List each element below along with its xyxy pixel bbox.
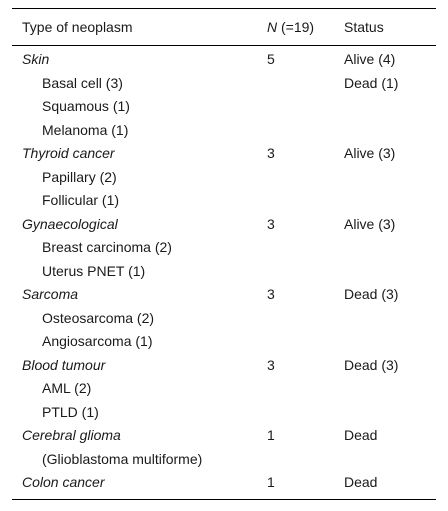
row-line	[12, 119, 436, 143]
row-line	[12, 236, 436, 260]
count-value: 1	[267, 427, 275, 443]
header-type-of-neoplasm: Type of neoplasm	[22, 19, 133, 35]
row-line	[12, 48, 436, 72]
subtype-label: PTLD (1)	[42, 403, 99, 420]
status-value: Alive (3)	[344, 145, 396, 161]
table-row	[12, 142, 436, 213]
row-line	[12, 72, 436, 96]
subtype-label: Breast carcinoma (2)	[42, 239, 172, 255]
subtype-label: AML (2)	[42, 380, 92, 396]
row-line	[12, 189, 436, 213]
subtype-label: Angiosarcoma (1)	[42, 333, 153, 349]
table-row	[12, 48, 436, 142]
table-row	[12, 424, 436, 471]
header-n	[267, 16, 314, 40]
row-line	[12, 330, 436, 354]
subtype-label: Uterus PNET (1)	[42, 262, 146, 279]
row-line	[12, 283, 436, 307]
category-label: Colon cancer	[22, 474, 105, 490]
row-line	[12, 424, 436, 448]
status-value: Alive (3)	[344, 215, 396, 232]
subtype-label: Osteosarcoma (2)	[42, 309, 155, 326]
row-line	[12, 377, 436, 401]
row-line	[12, 95, 436, 119]
status-value: Dead (1)	[344, 74, 399, 91]
row-line	[12, 448, 436, 472]
table-body	[12, 46, 436, 499]
header-status: Status	[344, 19, 384, 35]
status-value: Dead (3)	[344, 356, 399, 373]
category-label: Cerebral glioma	[22, 427, 121, 443]
row-line	[12, 401, 436, 425]
row-line	[12, 260, 436, 284]
header-n-count: (=19)	[277, 19, 315, 35]
row-line	[12, 307, 436, 331]
category-label: Thyroid cancer	[22, 145, 115, 161]
table-row	[12, 471, 436, 495]
count-value: 5	[267, 51, 275, 67]
table-row	[12, 283, 436, 354]
subtype-label: (Glioblastoma multiforme)	[42, 450, 203, 467]
status-value: Dead (3)	[344, 286, 399, 302]
table-row	[12, 354, 436, 425]
subtype-label: Squamous (1)	[42, 98, 130, 114]
row-line	[12, 142, 436, 166]
count-value: 3	[267, 286, 275, 302]
count-value: 3	[267, 145, 275, 161]
category-label: Sarcoma	[22, 286, 79, 302]
table-header	[12, 9, 436, 46]
header-n-symbol: N	[267, 19, 278, 35]
subtype-label: Basal cell (3)	[42, 74, 123, 91]
count-value: 1	[267, 474, 275, 490]
row-line	[12, 166, 436, 190]
category-label: Blood tumour	[22, 356, 106, 373]
status-value: Alive (4)	[344, 51, 396, 67]
table-row	[12, 213, 436, 284]
category-label: Gynaecological	[22, 215, 118, 232]
count-value: 3	[267, 356, 275, 373]
category-label: Skin	[22, 51, 50, 67]
subtype-label: Melanoma (1)	[42, 121, 129, 138]
status-value: Dead	[344, 427, 378, 443]
row-line	[12, 471, 436, 495]
count-value: 3	[267, 215, 275, 232]
neoplasm-table	[12, 8, 436, 500]
row-line	[12, 213, 436, 237]
subtype-label: Follicular (1)	[42, 192, 120, 208]
row-line	[12, 354, 436, 378]
subtype-label: Papillary (2)	[42, 168, 117, 185]
status-value: Dead	[344, 474, 378, 490]
